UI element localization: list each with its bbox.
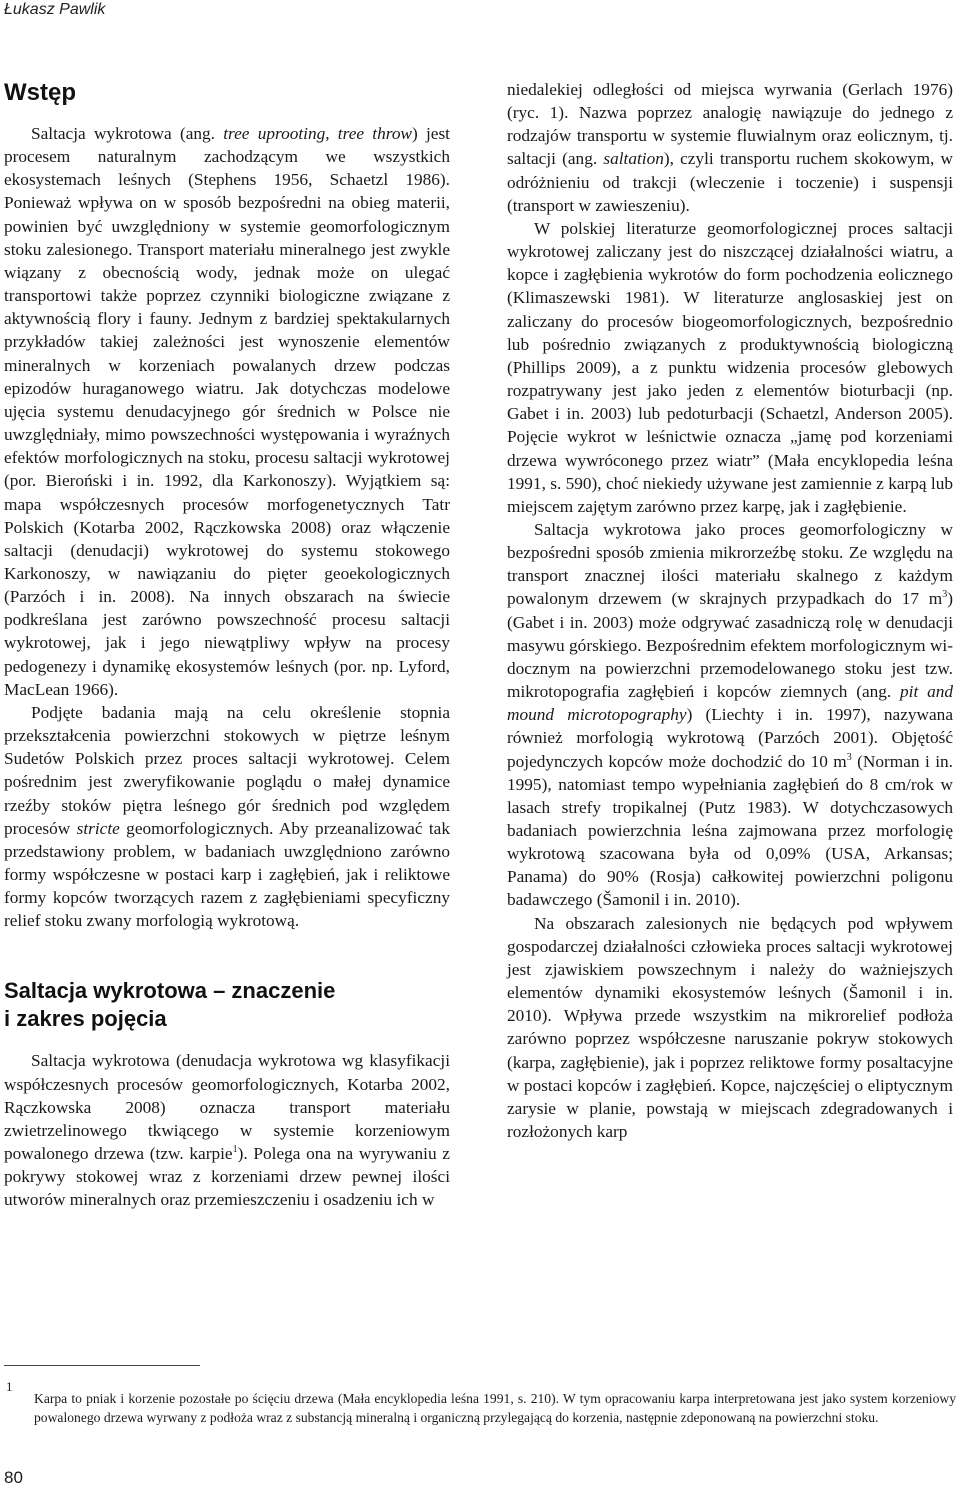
- footnote-separator: [4, 1365, 200, 1366]
- running-head-author: Łukasz Pawlik: [4, 1, 106, 18]
- paragraph-definition: Saltacja wykrotowa (denudacja wykrotowa wg klasyfikacji współczesnych procesów geomorfologicznych, Kotarba 2002, Rączkowska 2008) oznacza transport materiału zwietrzelinowego tkwiącego w systemie korzeniowym powalonego drzewa (tzw. karpie$^1$). Polega ona na wyrywaniu z pokrywy stokowej wraz z korzeniami drzew pewnej ilości utworów mineralnych oraz przemieszczeniu i osadzeniu ich w: [4, 1051, 450, 1210]
- left-column: [4, 78, 450, 1212]
- paragraph-forest-areas: Na obszarach zalesionych nie będących pod wpływem gospodarczej działalności człowieka proces saltacji wykrotowej jest zjawiskiem powszechnym i należy do ważniejszych elementów dynamiki ekosystemów leśnych (Šamonil i in. 2010). Wpływa przede wszystkim na mikrorelief podłoża zarówno poprzez współczesne naruszanie pokryw stokowych (karpa, zagłębienie), jak i poprzez reliktowe formy posaltacyjne w postaci kopców i zagłębień. Kopce, najczęściej o eliptycznym zarysie w planie, powstają w miejscach zdegradowanych i rozłożonych karp: [507, 913, 953, 1142]
- paragraph-intro-2: Podjęte badania mają na celu określenie stopnia przekształcenia powierzchni stokowych w piętrze leśnym Sudetów Polskich przez proces saltacji wykrotowej. Celem pośrednim jest zweryfikowanie poglądu o małej dynamice rzeźby stoków piętra leśnego gór średnich pod względem procesów stricte geomorfologicznych. Aby przeanalizować tak przedstawiony problem, w badaniach uwzględniono zarówno formy współczesne w postaci karp i zagłębień, jak i reliktowe formy kopców tworzących razem z zagłębieniami specyficzny relief stoku zwany morfologią wykrotową.: [4, 702, 450, 931]
- paragraph-polish-literature: W polskiej literaturze geomorfologicznej proces saltacji wykrotowej zaliczany jest do niszczącej działalności wiatru, a kopce i zagłębienia wykrotów do form pochodzenia eolicznego (Klimaszewski 1981). W literaturze anglosaskiej jest on zaliczany do procesów biogeomorfologicznych, bezpośrednio lub pośrednio związanych z produktywnością biologiczną (Phillips 2009), a z punktu widzenia procesów glebowych rozpatrywany jest jako jeden z elementów bioturbacji (np. Gabet i in. 2003) lub pedoturbacji (Schaetzl, Anderson 2005). Pojęcie wykrot w leśnictwie oznacza „jamę pod korzeniami drzewa wywróconego przez wiatr” (Mała encyklopedia leśna 1991, s. 590), choć niekiedy używane jest zamiennie z karpą lub miejscem zajętym zarówno przez karpę, jak i zagłębienie.: [507, 218, 953, 516]
- section-heading-saltacja: Saltacja wykrotowa – znaczenie i zakres pojęcia: [4, 978, 336, 1032]
- paragraph-intro-1: Saltacja wykrotowa (ang. tree uprooting, tree throw) jest procesem naturalnym zachodzącym we wszystkich ekosystemach leśnych (Stephens 1956, Schaetzl 1986). Ponieważ wpływa on w sposób bezpośredni na obieg materii, powinien być uwzględniony w systemie geomorfologicznym stoku zalesionego. Transport materiału mineralnego jest zwykle wiązany z obecnością wody, jednak może on ulegać transportowi także poprzez czynniki biologiczne związane z aktywnością flory i fauny. Jednym z bardziej spektakularnych przykładów takiej zależności jest wynoszenie elementów mineralnych w korzeniach powalanych drzew podczas epizodów huraganowego wiatru. Jak dotychczas modelowe ujęcia systemu denudacyjnego gór średnich w Polsce nie uwzględniały, mimo powszechności występowania i wyraźnych efektów morfologicznych na stoku, procesu saltacji wykrotowej (por. Bieroński i in. 1992, dla Karkonoszy). Wyjątkiem są: mapa współczesnych procesów morfogenetycznych Tatr Polskich (Kotarba 2002, Rączkowska 2008) oraz włączenie saltacji (denudacji) wykrotowej do systemu stokowego Karkonoszy, w nawiązaniu do pięter geoekologicznych (Parzóch i in. 2008). Na innych obszarach na świecie podkreślana jest zarówno powszechność procesu saltacji wykrotowej, jak i jego niewątpliwy wpływ na procesy pedogenezy i dynamikę ekosystemów leśnych (por. np. Lyford, MacLean 1966).: [4, 124, 450, 699]
- page-number: 80: [4, 1468, 23, 1487]
- footnote-reference[interactable]: 1: [232, 1144, 238, 1156]
- paragraph-continued: niedalekiej odległości od miejsca wyrwania (Gerlach 1976) (ryc. 1). Nazwa poprzez analogię nawiązuje do jednego z rodzajów transportu w systemie fluwialnym oraz eolicznym, tj. saltacji (ang. saltation), czyli transportu ruchem skokowym, w odróżnieniu od trakcji (wleczenie i toczenie) i suspensji (transport w zawieszeniu).: [507, 80, 954, 215]
- footnote-text: Karpa to pniak i korzenie pozostałe po ścięciu drzewa (Mała encyklopedia leśna 1991, s. 210). W tym opracowaniu karpa interpretowana jest jako system korzeniowy powalonego drzewa wyrwany z podłoża wraz z substancją mineralną i organiczną przylegającą do korzenia, następnie zdeponowaną na powierzchni stoku.: [34, 1391, 956, 1425]
- section-heading-intro: Wstęp: [4, 79, 76, 106]
- footnote-marker: 1: [6, 1379, 13, 1394]
- paragraph-geomorphological-process: Saltacja wykrotowa jako proces geomorfologiczny w bezpośredni sposób zmienia mikrorzeźbę stoku. Ze względu na transport znacznej ilości materiału skalnego z każdym powalonym drzewem (w skrajnych przypadkach do 17 $m^3$) (Gabet i in. 2003) może odgrywać zasadniczą rolę w denudacji masywu górskiego. Bezpośrednim efektem morfologicznym widocznym na powierzchni przemodelowanego stoku jest tzw. mikrotopografia zagłębień i kopców ziemnych (ang. pit and mound microtopography) (Liechty i in. 1997), nazywana również morfologią wykrotową (Parzóch 2001). Objętość pojedynczych kopców może dochodzić do 10 $m^3$ (Norman i in. 1995), natomiast tempo wypełniania zagłębień do 8 cm/rok w lasach strefy tropikalnej (Putz 1983). W dotychczasowych badaniach powierzchnia leśna zajmowana przez morfologię wykrotową szacowana była od 0,09% (USA, Arkansas; Panama) do 90% (Rosja) całkowitej powierzchni poligonu badawczego (Šamonil i in. 2010).: [507, 519, 953, 910]
- right-column: [507, 78, 953, 1143]
